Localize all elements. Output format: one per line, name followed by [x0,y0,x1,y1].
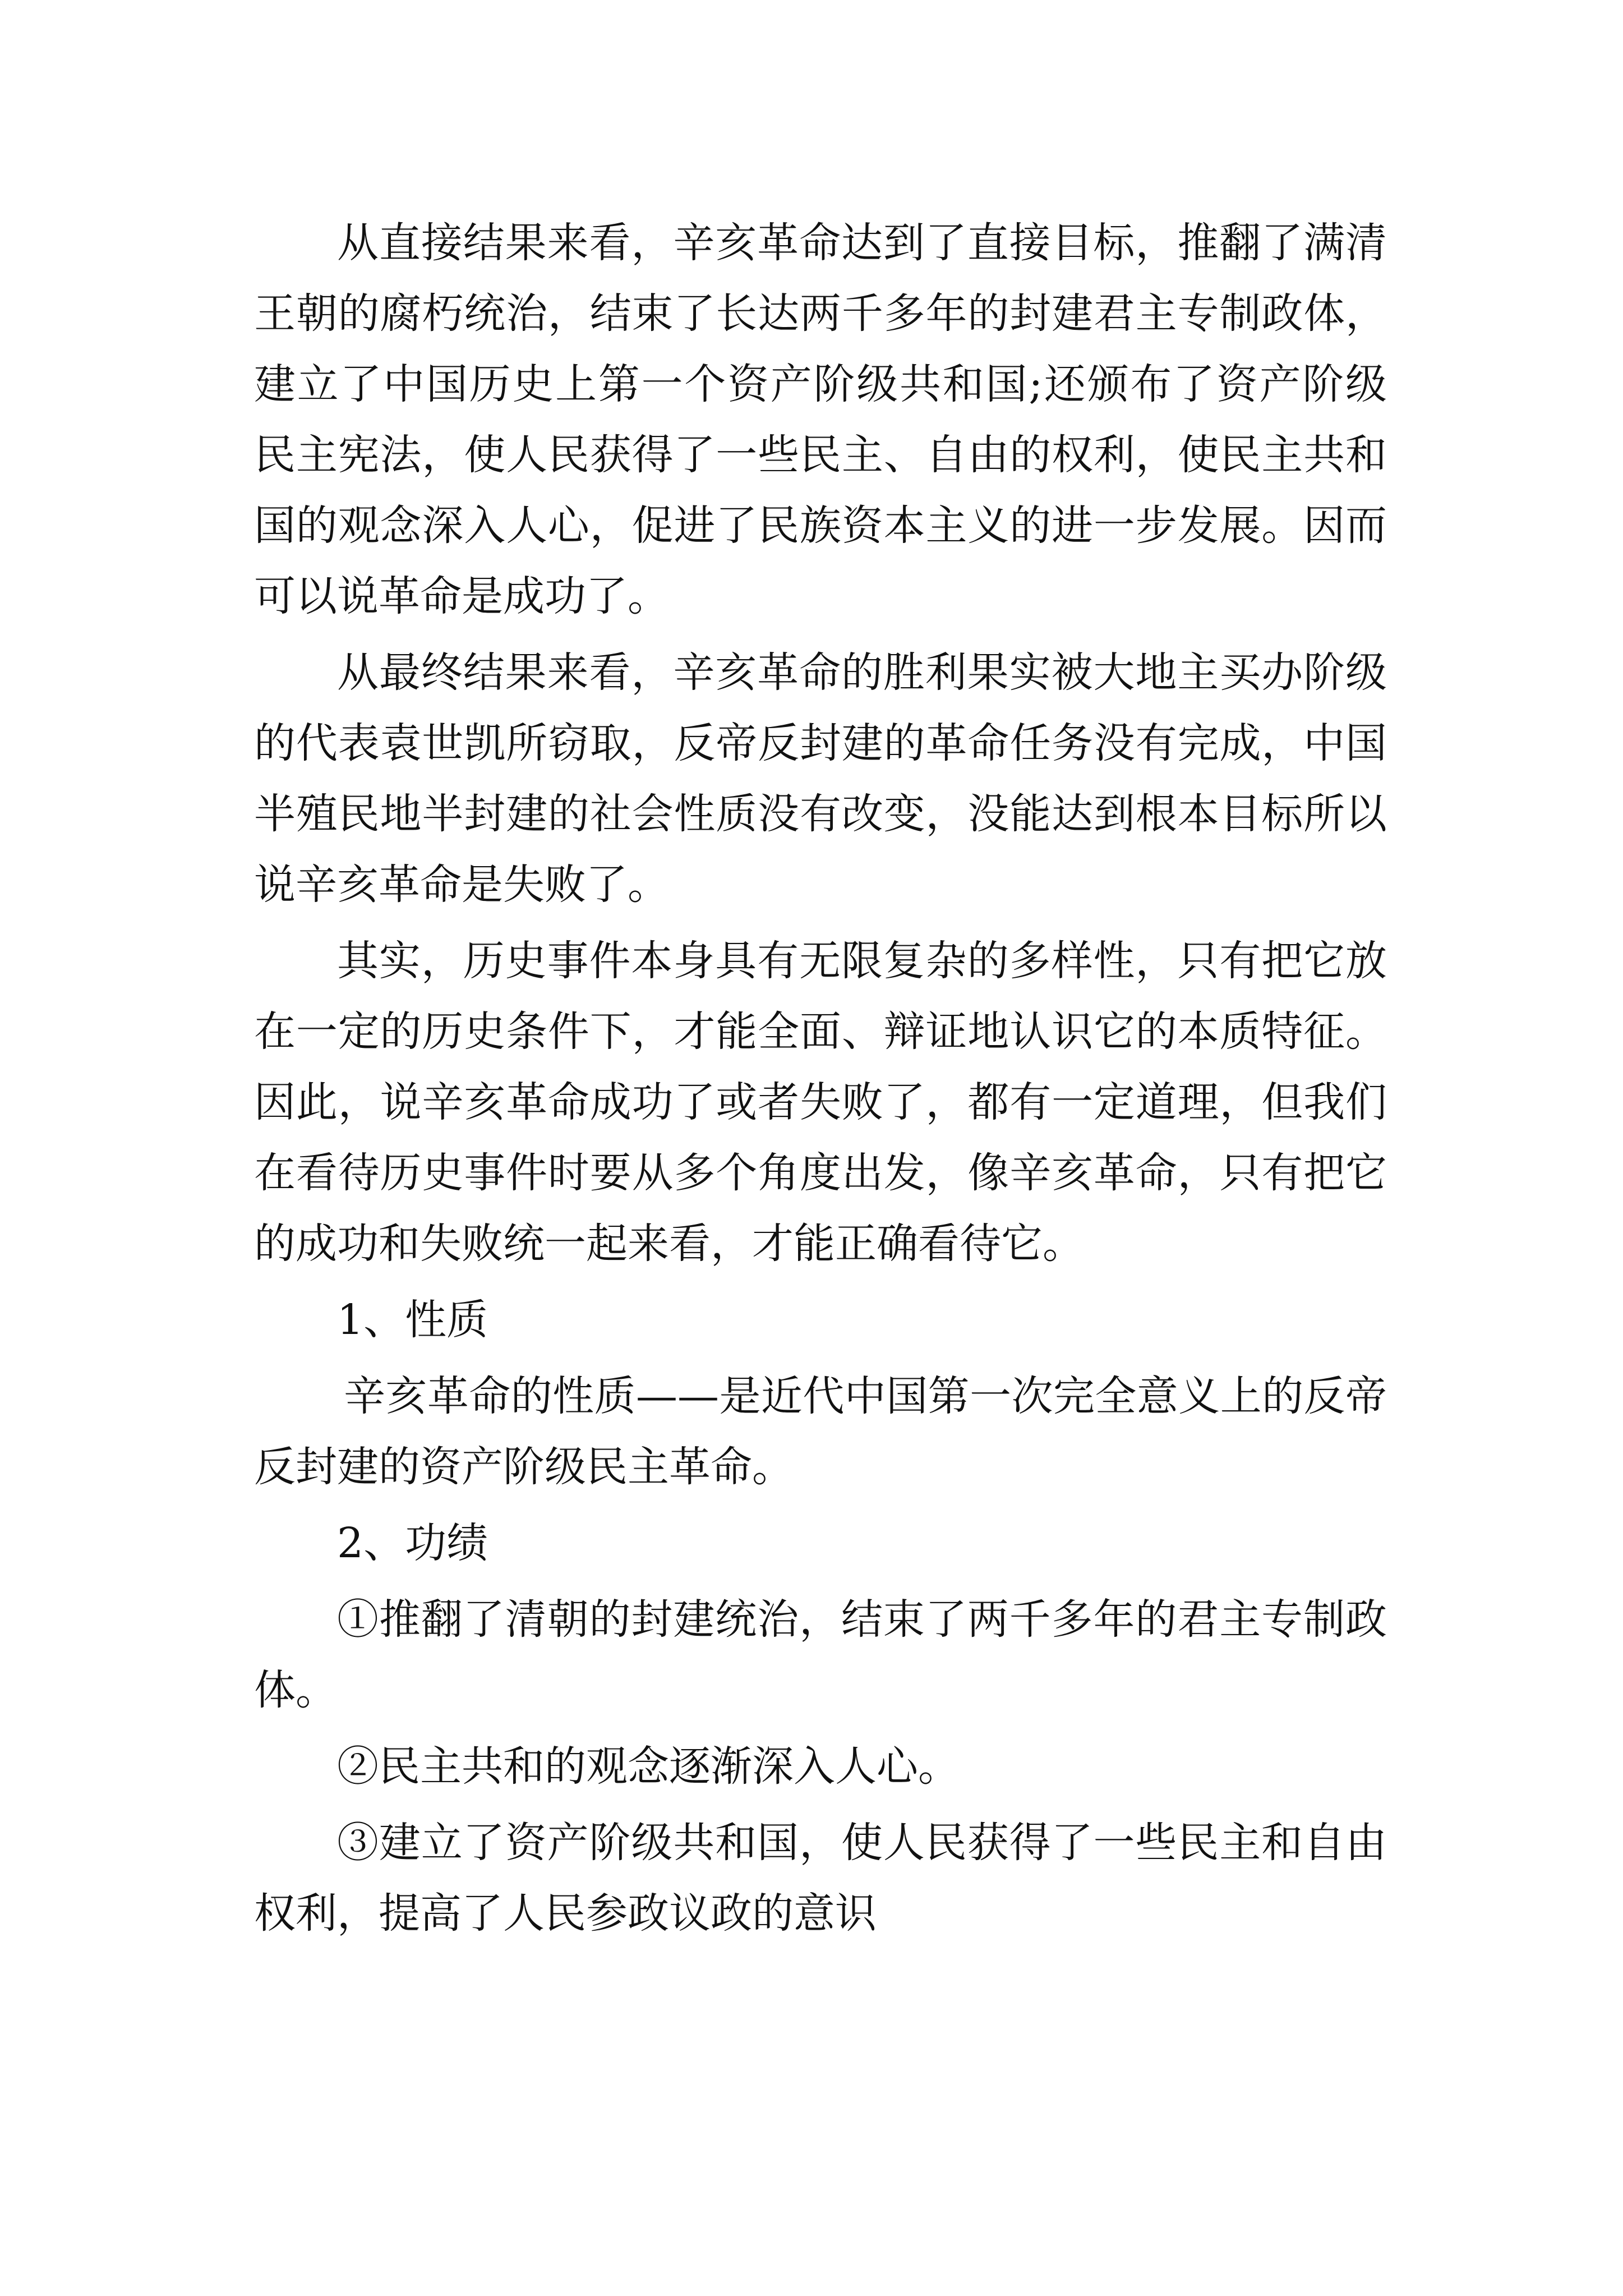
paragraph-conclusion: 其实，历史事件本身具有无限复杂的多样性，只有把它放在一定的历史条件下，才能全面、辩证地认识它的本质特征。因此，说辛亥革命成功了或者失败了，都有一定道理，但我们在看待历史事件时要从多个角度出发，像辛亥革命，只有把它的成功和失败统一起来看，才能正确看待它。 [254,937,1387,1268]
paragraph-direct-result: 从直接结果来看，辛亥革命达到了直接目标，推翻了满清王朝的腐朽统治，结束了长达两千多年的封建君主专制政体，建立了中国历史上第一个资产阶级共和国;还颁布了资产阶级民主宪法，使人民获得了一些民主、自由的权利，使民主共和国的观念深入人心，促进了民族资本主义的进一步发展。因而可以说革命是成功了。 [254,219,1387,620]
section-nature-heading: 1、性质 [337,1296,488,1344]
achievement-item: ①推翻了清朝的封建统治，结束了两千多年的君主专制政体。 [254,1595,1387,1714]
paragraph-final-result: 从最终结果来看，辛亥革命的胜利果实被大地主买办阶级的代表袁世凯所窃取，反帝反封建的革命任务没有完成，中国半殖民地半封建的社会性质没有改变，没能达到根本目标所以说辛亥革命是失败了。 [254,648,1387,909]
section-nature-text: 辛亥革命的性质——是近代中国第一次完全意义上的反帝反封建的资产阶级民主革命。 [254,1372,1387,1491]
section-achievements-heading: 2、功绩 [337,1519,488,1567]
document-body [254,208,1387,1954]
achievement-item: ②民主共和的观念逐渐深入人心。 [337,1742,960,1791]
achievement-item: ③建立了资产阶级共和国，使人民获得了一些民主和自由权利，提高了人民参政议政的意识 [254,1819,1387,1938]
